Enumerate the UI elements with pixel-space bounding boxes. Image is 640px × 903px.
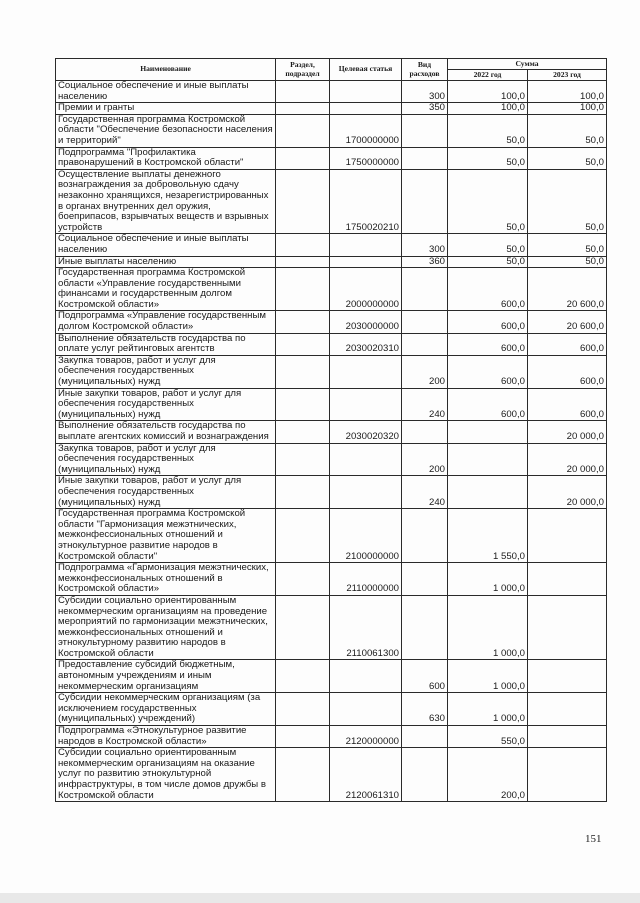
table-row — [56, 103, 607, 115]
row-section — [276, 509, 330, 563]
row-type — [402, 421, 448, 443]
row-name: Закупка товаров, работ и услуг для обеспечения государственных (муниципальных) нужд — [56, 443, 276, 476]
row-type: 240 — [402, 388, 448, 421]
row-type: 630 — [402, 693, 448, 726]
row-section — [276, 147, 330, 169]
row-sum-2022: 600,0 — [448, 268, 528, 311]
row-sum-2023: 20 600,0 — [528, 268, 607, 311]
header-sum: Сумма — [448, 59, 607, 70]
row-sum-2023: 50,0 — [528, 114, 607, 147]
row-section — [276, 748, 330, 802]
row-sum-2022: 550,0 — [448, 726, 528, 748]
header-type: Вид расходов — [402, 59, 448, 81]
row-section — [276, 355, 330, 388]
row-type — [402, 147, 448, 169]
header-target: Целевая статья — [330, 59, 402, 81]
row-target — [330, 388, 402, 421]
table-row — [56, 509, 607, 563]
row-target — [330, 103, 402, 115]
row-sum-2023: 20 000,0 — [528, 443, 607, 476]
row-sum-2023: 600,0 — [528, 355, 607, 388]
row-name: Иные закупки товаров, работ и услуг для обеспечения государственных (муниципальных) нужд — [56, 388, 276, 421]
budget-table — [55, 58, 607, 802]
row-sum-2023 — [528, 726, 607, 748]
row-target — [330, 355, 402, 388]
row-target — [330, 256, 402, 268]
table-row — [56, 660, 607, 693]
row-name: Государственная программа Костромской области "Гармонизация межэтнических, межконфессиональных отношений и этнокультурное развитие народов в Костромской области" — [56, 509, 276, 563]
row-type — [402, 509, 448, 563]
row-section — [276, 256, 330, 268]
row-target: 1750020210 — [330, 169, 402, 234]
row-sum-2023: 20 600,0 — [528, 311, 607, 333]
row-target — [330, 234, 402, 256]
row-target: 2120061310 — [330, 748, 402, 802]
row-target — [330, 443, 402, 476]
row-sum-2023: 50,0 — [528, 147, 607, 169]
row-sum-2022 — [448, 421, 528, 443]
row-name: Осуществление выплаты денежного вознаграждения за добровольную сдачу незаконно хранящихся, незарегистрированных в органах внутренних дел оружия, боеприпасов, взрывчатых веществ и взрывных устройств — [56, 169, 276, 234]
row-section — [276, 103, 330, 115]
row-name: Предоставление субсидий бюджетным, автономным учреждениям и иным некоммерческим организациям — [56, 660, 276, 693]
row-target: 1750000000 — [330, 147, 402, 169]
row-name: Подпрограмма «Гармонизация межэтнических, межконфессиональных отношений в Костромской области» — [56, 563, 276, 596]
table-row — [56, 476, 607, 509]
row-name: Социальное обеспечение и иные выплаты населению — [56, 234, 276, 256]
row-section — [276, 726, 330, 748]
row-name: Выполнение обязательств государства по оплате услуг рейтинговых агентств — [56, 333, 276, 355]
table-row — [56, 693, 607, 726]
row-sum-2022: 50,0 — [448, 147, 528, 169]
row-type — [402, 268, 448, 311]
row-section — [276, 388, 330, 421]
table-row — [56, 388, 607, 421]
page-number: 151 — [585, 833, 602, 845]
header-2023: 2023 год — [528, 70, 607, 81]
row-target — [330, 693, 402, 726]
row-sum-2023 — [528, 660, 607, 693]
table-header — [56, 59, 607, 81]
row-type: 200 — [402, 443, 448, 476]
row-section — [276, 114, 330, 147]
row-sum-2022 — [448, 476, 528, 509]
row-type — [402, 169, 448, 234]
row-sum-2022: 50,0 — [448, 114, 528, 147]
row-section — [276, 421, 330, 443]
row-type — [402, 726, 448, 748]
table-row — [56, 563, 607, 596]
table-row — [56, 114, 607, 147]
row-section — [276, 169, 330, 234]
row-name: Выполнение обязательств государства по выплате агентских комиссий и вознаграждения — [56, 421, 276, 443]
row-sum-2022: 200,0 — [448, 748, 528, 802]
row-section — [276, 693, 330, 726]
row-sum-2023: 50,0 — [528, 256, 607, 268]
row-sum-2023: 100,0 — [528, 103, 607, 115]
header-section: Раздел, подраздел — [276, 59, 330, 81]
row-sum-2023: 50,0 — [528, 169, 607, 234]
table-row — [56, 333, 607, 355]
row-target: 2110000000 — [330, 563, 402, 596]
table-row — [56, 256, 607, 268]
row-name: Закупка товаров, работ и услуг для обеспечения государственных (муниципальных) нужд — [56, 355, 276, 388]
row-sum-2023 — [528, 693, 607, 726]
row-target — [330, 660, 402, 693]
row-section — [276, 268, 330, 311]
row-type — [402, 114, 448, 147]
row-sum-2023 — [528, 595, 607, 660]
row-name: Субсидии некоммерческим организациям (за исключением государственных (муниципальных) учреждений) — [56, 693, 276, 726]
row-name: Государственная программа Костромской области «Управление государственными финансами и государственным долгом Костромской области» — [56, 268, 276, 311]
row-sum-2023: 600,0 — [528, 388, 607, 421]
row-name: Подпрограмма "Профилактика правонарушений в Костромской области" — [56, 147, 276, 169]
table-row — [56, 726, 607, 748]
row-target: 1700000000 — [330, 114, 402, 147]
row-section — [276, 81, 330, 103]
row-target: 2120000000 — [330, 726, 402, 748]
row-section — [276, 595, 330, 660]
row-sum-2022: 1 000,0 — [448, 660, 528, 693]
row-sum-2022: 50,0 — [448, 256, 528, 268]
row-type — [402, 748, 448, 802]
row-sum-2023: 20 000,0 — [528, 476, 607, 509]
row-sum-2022: 1 000,0 — [448, 563, 528, 596]
row-name: Иные выплаты населению — [56, 256, 276, 268]
row-name: Государственная программа Костромской области "Обеспечение безопасности населения и территорий" — [56, 114, 276, 147]
row-name: Подпрограмма «Этнокультурное развитие народов в Костромской области» — [56, 726, 276, 748]
row-type — [402, 311, 448, 333]
row-name: Субсидии социально ориентированным некоммерческим организациям на проведение мероприятий по гармонизации межэтнических, межконфессиональных отношений и этнокультурному развитию народов в Костромской области — [56, 595, 276, 660]
table-row — [56, 147, 607, 169]
row-sum-2022: 600,0 — [448, 311, 528, 333]
row-name: Социальное обеспечение и иные выплаты населению — [56, 81, 276, 103]
row-type: 600 — [402, 660, 448, 693]
row-sum-2022: 1 000,0 — [448, 693, 528, 726]
row-sum-2022: 600,0 — [448, 355, 528, 388]
row-sum-2023: 600,0 — [528, 333, 607, 355]
table-row — [56, 595, 607, 660]
table-row — [56, 748, 607, 802]
row-section — [276, 660, 330, 693]
row-target: 2110061300 — [330, 595, 402, 660]
row-type — [402, 595, 448, 660]
table-row — [56, 81, 607, 103]
row-name: Иные закупки товаров, работ и услуг для обеспечения государственных (муниципальных) нужд — [56, 476, 276, 509]
row-sum-2022: 100,0 — [448, 81, 528, 103]
row-sum-2023 — [528, 748, 607, 802]
row-sum-2023 — [528, 509, 607, 563]
row-sum-2023: 50,0 — [528, 234, 607, 256]
row-section — [276, 563, 330, 596]
table-row — [56, 421, 607, 443]
row-section — [276, 333, 330, 355]
row-type: 350 — [402, 103, 448, 115]
row-section — [276, 443, 330, 476]
table-row — [56, 169, 607, 234]
table-row — [56, 443, 607, 476]
row-sum-2023: 100,0 — [528, 81, 607, 103]
row-target: 2000000000 — [330, 268, 402, 311]
row-sum-2022: 50,0 — [448, 169, 528, 234]
row-type: 360 — [402, 256, 448, 268]
row-sum-2023 — [528, 563, 607, 596]
row-sum-2022: 1 550,0 — [448, 509, 528, 563]
row-target — [330, 81, 402, 103]
row-sum-2023: 20 000,0 — [528, 421, 607, 443]
row-name: Подпрограмма «Управление государственным долгом Костромской области» — [56, 311, 276, 333]
row-sum-2022: 50,0 — [448, 234, 528, 256]
row-target: 2030020310 — [330, 333, 402, 355]
row-section — [276, 311, 330, 333]
row-target: 2030000000 — [330, 311, 402, 333]
header-2022: 2022 год — [448, 70, 528, 81]
row-section — [276, 476, 330, 509]
row-target — [330, 476, 402, 509]
table-row — [56, 355, 607, 388]
row-name: Субсидии социально ориентированным некоммерческим организациям на оказание услуг по развитию этнокультурной инфраструктуры, в том числе домов дружбы в Костромской области — [56, 748, 276, 802]
table-body — [56, 81, 607, 802]
row-sum-2022: 600,0 — [448, 333, 528, 355]
row-name: Премии и гранты — [56, 103, 276, 115]
row-type: 300 — [402, 234, 448, 256]
row-sum-2022: 100,0 — [448, 103, 528, 115]
table-row — [56, 234, 607, 256]
table-row — [56, 311, 607, 333]
row-sum-2022 — [448, 443, 528, 476]
row-sum-2022: 600,0 — [448, 388, 528, 421]
table-row — [56, 268, 607, 311]
row-sum-2022: 1 000,0 — [448, 595, 528, 660]
row-type: 300 — [402, 81, 448, 103]
row-type: 240 — [402, 476, 448, 509]
row-type — [402, 333, 448, 355]
row-type — [402, 563, 448, 596]
row-section — [276, 234, 330, 256]
row-target: 2030020320 — [330, 421, 402, 443]
row-target: 2100000000 — [330, 509, 402, 563]
scan-edge — [0, 893, 640, 903]
row-type: 200 — [402, 355, 448, 388]
header-name: Наименование — [56, 59, 276, 81]
